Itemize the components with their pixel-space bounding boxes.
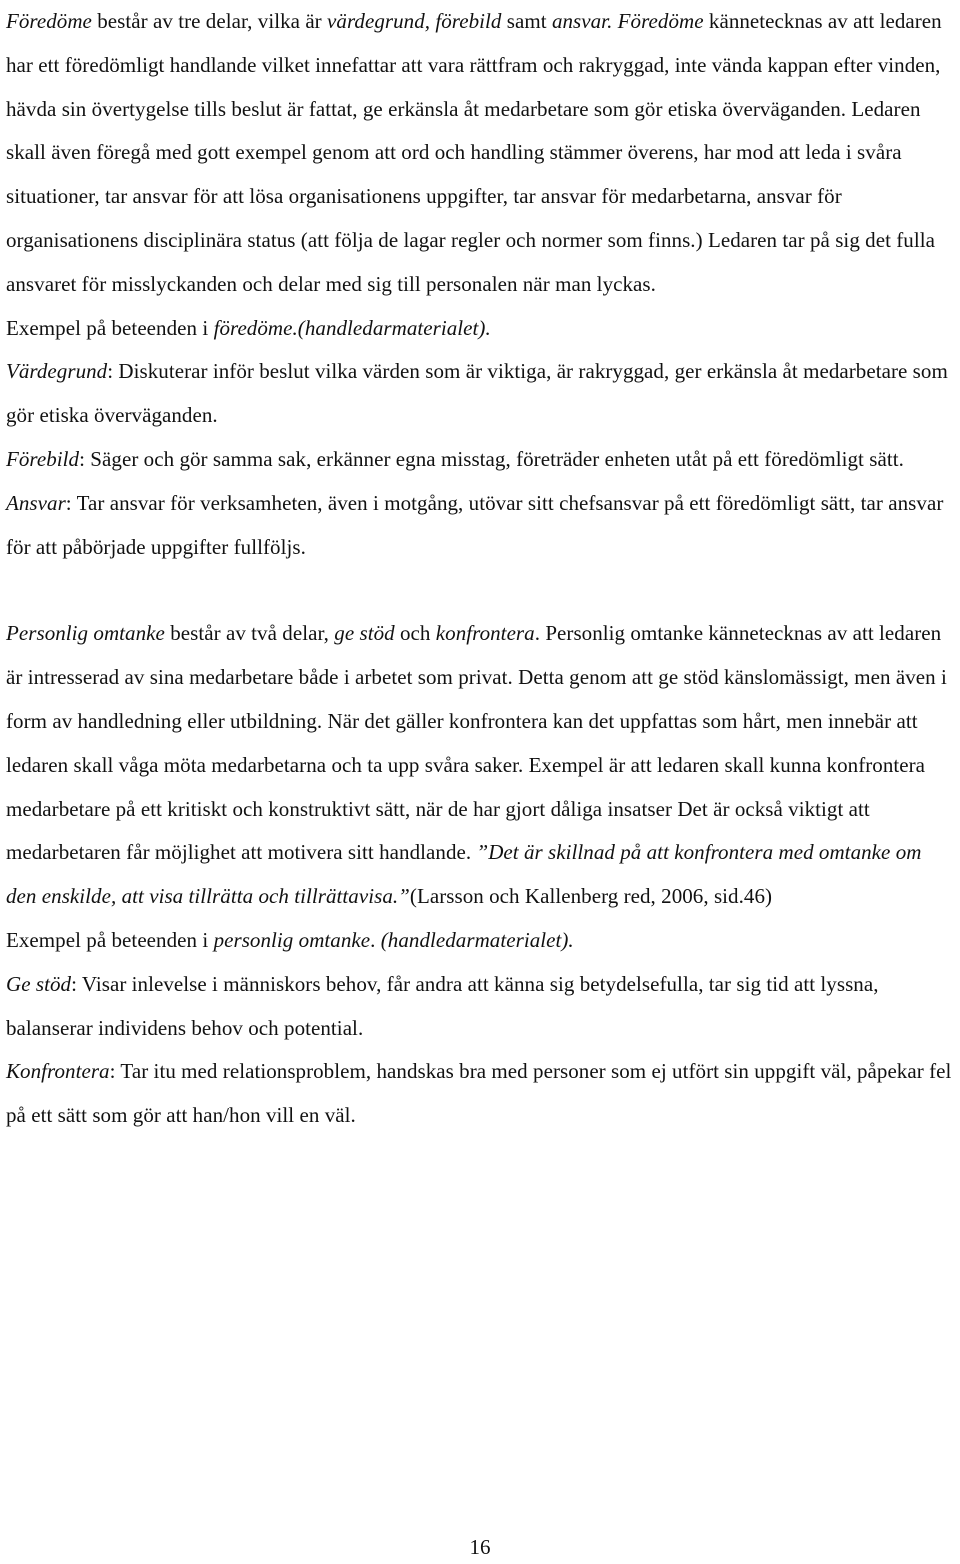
text-span: och xyxy=(394,621,436,646)
paragraph-forebild xyxy=(6,438,954,482)
citation: (Larsson och Kallenberg red, 2006, sid.46) xyxy=(409,884,773,909)
term-vardegrund: Värdegrund xyxy=(6,359,108,384)
term-foredome: Föredöme xyxy=(6,9,92,33)
text-span: samt xyxy=(501,9,552,33)
paragraph-ge-stod xyxy=(6,963,954,1051)
text-span: : Tar itu med relationsproblem, handskas bra med personer som ej utfört sin uppgift väl, påpekar fel på ett sätt som gör att han/hon vill en väl. xyxy=(6,1059,952,1128)
paragraph-ansvar xyxy=(6,482,954,570)
term-source: (handledarmaterialet). xyxy=(380,927,574,952)
text-span: består av tre delar, vilka är xyxy=(91,9,328,33)
paragraph-vardegrund xyxy=(6,350,954,438)
term-ge-stod: Ge stöd xyxy=(6,971,72,996)
term-konfrontera: konfrontera xyxy=(435,621,535,646)
text-span: kännetecknas av att ledaren har ett föredömligt handlande vilket innefattar att vara rättfram och rakryggad, inte vända kappan efter vinden, hävda sin övertygelse tills beslut är fattat, ge erkänsla åt medarbetare som gör etiska överväganden. Ledaren skall även föregå med gott exempel genom att ord och handling stämmer överens, har mod att leda i svåra situationer, tar ansvar för att lösa organisationens uppgifter, tar ansvar för medarbetarna, ansvar för organisationens disciplinära status (att följa de lagar regler och normer som finns.) Ledaren tar på sig det fulla ansvaret för misslyckanden och delar med sig till personalen när man lyckas. xyxy=(6,9,942,296)
text-span: består av två delar, xyxy=(164,621,335,646)
text-span: Exempel på beteenden i xyxy=(6,315,214,340)
paragraph-konfrontera xyxy=(6,1050,954,1138)
term-vardegrund-forebild: värdegrund, förebild xyxy=(327,9,502,33)
quotation: ”Det är skillnad på att konfrontera med omtanke om den enskilde, att visa tillrätta och tillrättavisa.” xyxy=(6,840,922,909)
term-konfrontera: Konfrontera xyxy=(6,1059,110,1084)
text-span: Exempel på beteenden i xyxy=(6,927,214,952)
text-span: : Diskuterar inför beslut vilka värden som är viktiga, är rakryggad, ger erkänsla åt medarbetare som gör etiska överväganden. xyxy=(6,359,948,428)
paragraph-gap xyxy=(6,569,954,612)
paragraph-personlig-omtanke xyxy=(6,612,954,919)
page-number: 16 xyxy=(469,1535,491,1559)
text-span: : Visar inlevelse i människors behov, får andra att känna sig betydelsefulla, tar sig tid att lyssna, balanserar individens behov och potential. xyxy=(6,971,879,1040)
term-personlig-omtanke: personlig omtanke xyxy=(213,927,371,952)
document-page xyxy=(6,0,954,1138)
term-forebild: Förebild xyxy=(6,446,80,471)
term-ge-stod: ge stöd xyxy=(334,621,395,646)
text-span: : Tar ansvar för verksamheten, även i motgång, utövar sitt chefsansvar på ett föredömligt sätt, tar ansvar för att påbörjade uppgifter fullföljs. xyxy=(6,490,944,559)
text-span: : Säger och gör samma sak, erkänner egna misstag, företräder enheten utåt på ett föredömligt sätt. xyxy=(79,446,904,471)
paragraph-foredome xyxy=(6,0,954,307)
term-foredome-source: föredöme.(handledarmaterialet). xyxy=(213,315,491,340)
paragraph-exempel-omtanke xyxy=(6,919,954,963)
paragraph-exempel-foredome xyxy=(6,307,954,351)
text-span: . xyxy=(370,927,381,952)
term-personlig-omtanke: Personlig omtanke xyxy=(6,621,165,646)
term-ansvar: Ansvar xyxy=(6,490,66,515)
text-span: . Personlig omtanke kännetecknas av att ledaren är intresserad av sina medarbetare både i arbetet som privat. Detta genom att ge stöd känslomässigt, men även i form av handledning eller utbildning. När det gäller konfrontera kan det uppfattas som hårt, men innebär att ledaren skall våga möta medarbetarna och ta upp svåra saker. Exempel är att ledaren skall kunna konfrontera medarbetare på ett kritiskt och konstruktivt sätt, när de har gjort dåliga insatser Det är också viktigt att medarbetaren får möjlighet att motivera sitt handlande. xyxy=(6,621,947,865)
term-ansvar-foredome: ansvar. Föredöme xyxy=(551,9,704,33)
